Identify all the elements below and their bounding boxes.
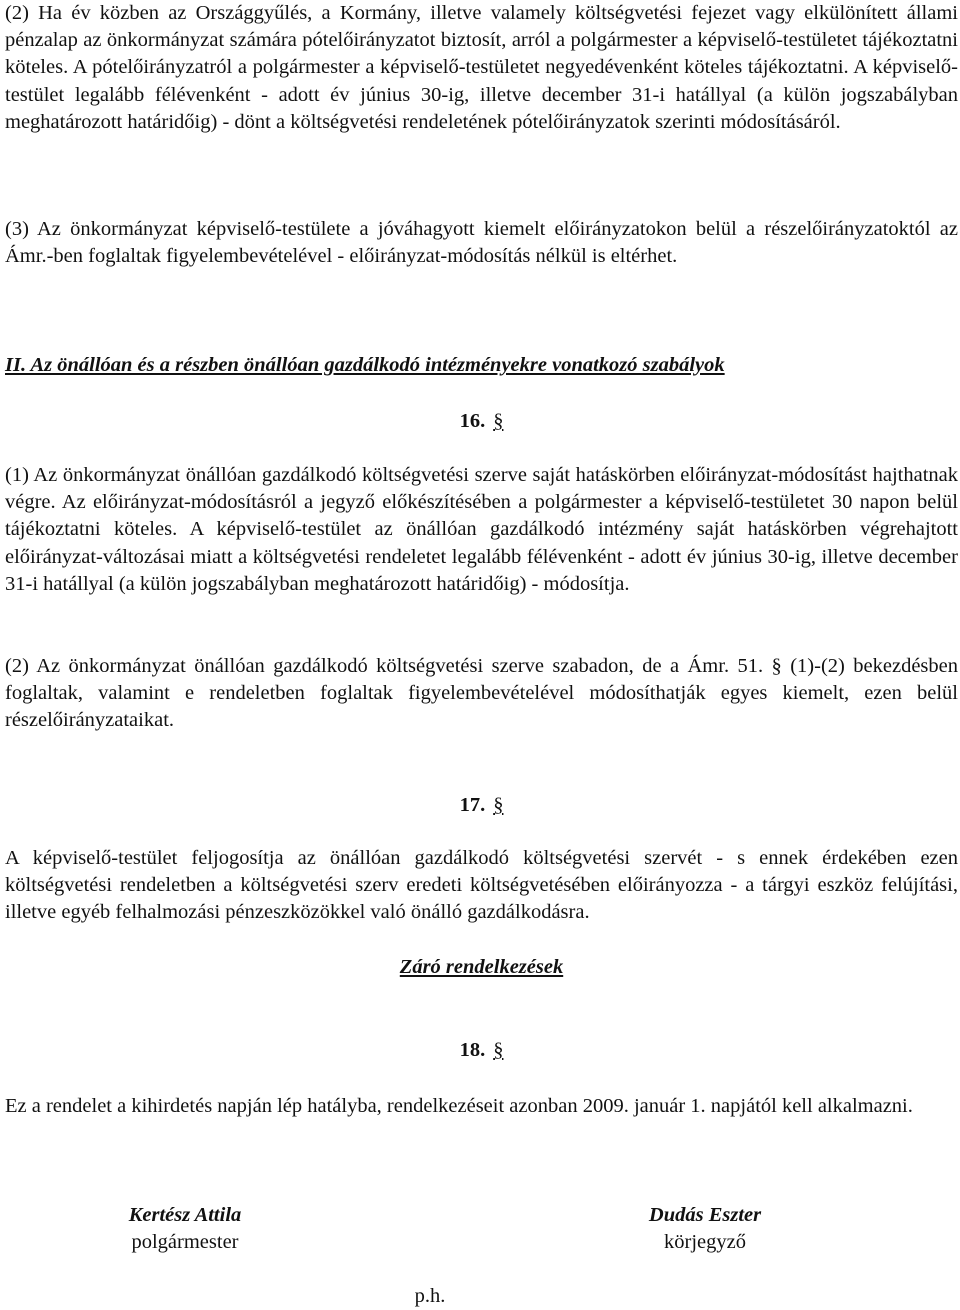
section-sign-icon: § bbox=[493, 1039, 504, 1061]
paragraph-18-heading bbox=[5, 1037, 958, 1064]
section-sign-icon: § bbox=[493, 410, 504, 432]
paragraph-16-number: 16. bbox=[459, 410, 486, 432]
signature-name: Dudás Eszter bbox=[648, 1204, 762, 1226]
closing-provisions-title: Záró rendelkezések bbox=[399, 956, 564, 978]
section-ii-title: II. Az önállóan és a részben önállóan gazdálkodó intézményekre vonatkozó szabályok bbox=[5, 354, 725, 376]
stamp-placeholder: p.h. bbox=[414, 1285, 446, 1307]
paragraph-3: (3) Az önkormányzat képviselő-testülete a jóváhagyott kiemelt előirányzatokon belül a részelőirányzatoktól az Ámr.-ben foglaltak figyelembevételével - előirányzat-módosítás nélkül is eltérhet. bbox=[5, 218, 958, 268]
paragraph-2: (2) Ha év közben az Országgyűlés, a Kormány, illetve valamely költségvetési fejezet vagy elkülönített állami pénzalap az önkormányzat számára pótelőirányzatot biztosít, arról a polgármester a képviselő-testületet tájékoztatni köteles. A pótelőirányzatról a polgármester a képviselő-testületet negyedévenként köteles tájékoztatni. A képviselő-testület legalább félévenként - adott év június 30-ig, illetve december 31-i hatállyal (a külön jogszabályban meghatározott határidőig) - dönt a költségvetési rendeletének pótelőirányzatok szerinti módosításáról. bbox=[5, 2, 958, 133]
paragraph-17-heading bbox=[5, 792, 958, 819]
section-sign-icon: § bbox=[493, 794, 504, 816]
signature-role: körjegyző bbox=[664, 1231, 746, 1254]
paragraph-16-1: (1) Az önkormányzat önállóan gazdálkodó költségvetési szerve saját hatáskörben előirányzat-módosítást hajthatnak végre. Az előirányzat-módosításról a jegyző előkészítésében a polgármester a képviselő-testületet 30 napon belül tájékoztatni köteles. A képviselő-testület az önállóan gazdálkodó intézmény saját hatáskörben végrehajtott előirányzat-változásai miatt a költségvetési rendeletet legalább félévenként - adott év június 30-ig, illetve december 31-i hatállyal (a külön jogszabályban meghatározott határidőig) - módosítja. bbox=[5, 464, 958, 595]
paragraph-18-number: 18. bbox=[459, 1039, 486, 1061]
paragraph-16-2: (2) Az önkormányzat önállóan gazdálkodó költségvetési szerve szabadon, de a Ámr. 51. § (1)-(2) bekezdésben foglaltak, valamint e rendeletben foglaltak figyelembevételével módosíthatják egyes kiemelt, ezen belül részelőirányzataikat. bbox=[5, 655, 958, 732]
paragraph-16-heading bbox=[5, 408, 958, 435]
paragraph-18-text: Ez a rendelet a kihirdetés napján lép hatályba, rendelkezéseit azonban 2009. január 1. napjától kell alkalmazni. bbox=[5, 1095, 913, 1117]
paragraph-17-text: A képviselő-testület feljogosítja az önállóan gazdálkodó költségvetési szervét - s ennek érdekében ezen költségvetési rendeletben a költségvetési szerv eredeti költségvetésében előirányozza - a tárgyi eszköz felújítási, illetve egyéb felhalmozási pénzeszközökkel való önálló gazdálkodásra. bbox=[5, 847, 958, 924]
signature-mayor bbox=[105, 1202, 265, 1256]
paragraph-17-number: 17. bbox=[459, 794, 486, 816]
signature-name: Kertész Attila bbox=[128, 1204, 242, 1226]
signature-role: polgármester bbox=[131, 1231, 239, 1254]
signature-notary bbox=[625, 1202, 785, 1256]
